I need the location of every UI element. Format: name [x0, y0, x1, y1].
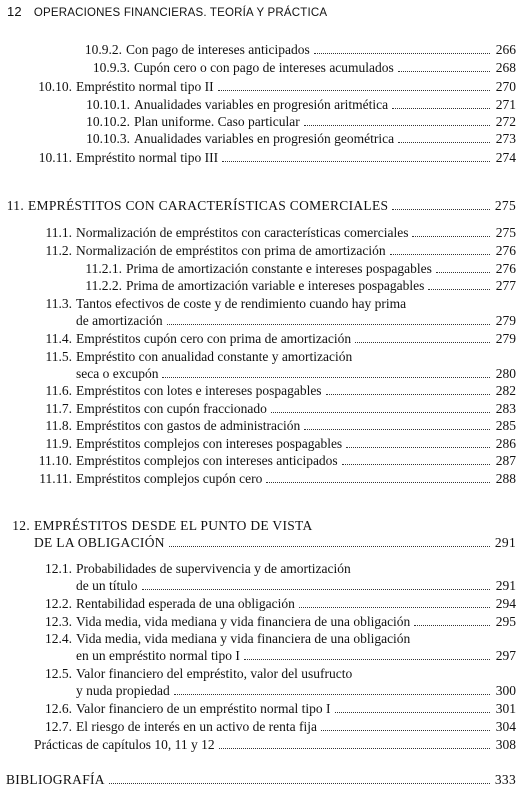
toc-entry-number: 11.11.	[39, 471, 72, 486]
toc-entry-number: 12.7.	[45, 719, 72, 734]
dot-leader	[436, 271, 490, 273]
toc-entry-title: Empréstitos con lotes e intereses pospagables	[76, 383, 322, 398]
dot-leader	[266, 481, 490, 483]
dot-leader	[174, 693, 490, 695]
toc-entry-number: 12.1.	[45, 561, 72, 576]
toc-entry-page: 301	[495, 701, 516, 716]
toc-entry	[32, 453, 516, 469]
toc-entry-title: Normalización de empréstitos con prima de amortización	[76, 243, 386, 258]
toc-entry-page: 282	[495, 383, 516, 398]
toc-entry	[40, 243, 516, 259]
toc-entry-page: 268	[495, 60, 516, 75]
toc-entry-number: 11.6.	[45, 383, 72, 398]
toc-entry	[40, 383, 516, 399]
toc-entry-page: 291	[495, 578, 516, 593]
toc-entry	[76, 42, 516, 58]
dot-leader	[162, 376, 490, 378]
toc-entry-title-cont: de un título	[76, 578, 138, 593]
toc-entry-title-cont: en un empréstito normal tipo I	[76, 648, 240, 663]
toc-entry-title: Plan uniforme. Caso particular	[134, 114, 300, 129]
toc-entry-title: Valor financiero del empréstito, valor del usufructo	[76, 666, 353, 681]
toc-entry-title: Empréstito con anualidad constante y amortización	[76, 349, 353, 364]
toc-entry-page: 300	[495, 683, 516, 698]
toc-entry-page: 275	[494, 198, 516, 213]
toc-entry-page: 273	[495, 131, 516, 146]
toc-entry-number: 10.9.3.	[92, 60, 130, 75]
toc-entry-page: 297	[495, 648, 516, 663]
toc-entry-number: 10.11.	[38, 150, 72, 165]
toc-entry	[6, 198, 516, 214]
toc-entry-page: 276	[495, 243, 516, 258]
toc-entry	[40, 631, 516, 647]
page-number: 12	[7, 4, 22, 19]
toc-entry-title: Cupón cero o con pago de intereses acumulados	[134, 60, 394, 75]
toc-entry-page: 308	[495, 737, 516, 752]
toc-entry	[40, 666, 516, 682]
toc-entry-number: 10.9.2.	[84, 42, 122, 57]
toc-entry-number: 11.8.	[45, 418, 72, 433]
toc-entry-number: 12.3.	[45, 614, 72, 629]
toc-entry-title: Empréstitos cupón cero con prima de amortización	[76, 331, 352, 346]
toc-entry-page: 272	[495, 114, 516, 129]
toc-entry-title: Anualidades variables en progresión geométrica	[134, 131, 395, 146]
dot-leader	[314, 52, 490, 54]
toc-entry-continuation	[76, 683, 516, 699]
toc-entry-page: 294	[495, 596, 516, 611]
toc-entry-title-cont: y nuda propiedad	[76, 683, 170, 698]
toc-entry	[40, 401, 516, 417]
toc-entry-title: EMPRÉSTITOS CON CARACTERÍSTICAS COMERCIALES	[28, 198, 389, 213]
toc-entry-title: Prima de amortización variable e intereses pospagables	[126, 278, 425, 293]
toc-entry-title: Valor financiero de un empréstito normal tipo I	[76, 701, 331, 716]
toc-entry-page: 288	[495, 471, 516, 486]
toc-entry-title: Anualidades variables en progresión aritmética	[134, 97, 389, 112]
toc-entry-page: 279	[495, 313, 516, 328]
toc-entry	[76, 261, 516, 277]
toc-entry-number: 11.3.	[45, 296, 72, 311]
toc-entry-title: El riesgo de interés en un activo de renta fija	[76, 719, 318, 734]
toc-entry-continuation	[76, 366, 516, 382]
toc-entry	[34, 79, 516, 95]
toc-entry-title-cont: seca o excupón	[76, 366, 159, 381]
toc-entry	[40, 561, 516, 577]
toc-entry-number: 11.	[6, 198, 24, 213]
toc-entry-page: 287	[495, 453, 516, 468]
dot-leader	[222, 160, 490, 162]
toc-entry-continuation	[76, 578, 516, 594]
toc-entry-page: 276	[495, 261, 516, 276]
toc-entry-title: Empréstitos complejos con intereses pospagables	[76, 436, 343, 451]
page-header	[7, 4, 327, 20]
toc-entry-number: 12.	[12, 518, 30, 533]
toc-entry-continuation	[76, 313, 516, 329]
toc-entry-title: Vida media, vida mediana y vida financiera de una obligación	[76, 631, 411, 646]
dot-leader	[109, 782, 490, 784]
toc-entry-page: 333	[494, 772, 516, 787]
toc-entry-title: Prima de amortización constante e intereses pospagables	[126, 261, 432, 276]
dot-leader	[219, 747, 490, 749]
dot-leader	[392, 208, 490, 210]
dot-leader	[414, 624, 490, 626]
toc-entry	[76, 131, 516, 147]
toc-entry-page: 275	[495, 225, 516, 240]
dot-leader	[326, 393, 490, 395]
toc-entry-title: Normalización de empréstitos con características comerciales	[76, 225, 409, 240]
toc-entry	[76, 114, 516, 130]
toc-entry	[40, 596, 516, 612]
dot-leader	[392, 107, 490, 109]
toc-entry	[40, 719, 516, 735]
toc-entry-continuation	[76, 648, 516, 664]
toc-entry-page: 291	[494, 535, 516, 550]
toc-entry	[6, 772, 516, 788]
toc-entry-number: 10.10.	[38, 79, 72, 94]
toc-entry	[32, 471, 516, 487]
toc-entry-page: 283	[495, 401, 516, 416]
toc-entry-title: Con pago de intereses anticipados	[126, 42, 310, 57]
dot-leader	[142, 588, 491, 590]
toc-entry	[40, 701, 516, 717]
toc-entry-continuation	[34, 535, 516, 551]
toc-entry-title: Prácticas de capítulos 10, 11 y 12	[34, 737, 215, 752]
toc-entry-page: 295	[495, 614, 516, 629]
toc-entry-page: 279	[495, 331, 516, 346]
toc-entry	[40, 296, 516, 312]
toc-entry	[40, 225, 516, 241]
toc-entry-number: 12.4.	[45, 631, 72, 646]
toc-entry-page: 285	[495, 418, 516, 433]
toc-entry	[34, 150, 516, 166]
running-title: OPERACIONES FINANCIERAS. TEORÍA Y PRÁCTICA	[33, 7, 328, 19]
toc-entry	[40, 614, 516, 630]
dot-leader	[169, 545, 490, 547]
toc-entry-number: 12.5.	[45, 666, 72, 681]
dot-leader	[342, 463, 490, 465]
toc-entry-number: 11.1.	[45, 225, 72, 240]
toc-entry-page: 270	[495, 79, 516, 94]
dot-leader	[304, 124, 490, 126]
toc-entry-title: Empréstito normal tipo III	[76, 150, 219, 165]
toc-entry-number: 12.6.	[45, 701, 72, 716]
toc-entry-title: Empréstitos complejos con intereses anticipados	[76, 453, 338, 468]
dot-leader	[355, 341, 490, 343]
toc-entry-number: 10.10.3.	[86, 131, 130, 146]
toc-entry-title: Tantos efectivos de coste y de rendimiento cuando hay prima	[76, 296, 407, 311]
dot-leader	[299, 606, 490, 608]
dot-leader	[346, 446, 490, 448]
toc-entry	[34, 737, 516, 753]
toc-entry-number: 11.10.	[38, 453, 72, 468]
toc-entry-number: 11.2.1.	[85, 261, 122, 276]
toc-entry-number: 10.10.2.	[86, 114, 130, 129]
toc-entry-number: 11.7.	[45, 401, 72, 416]
toc-entry-number: 11.2.2.	[85, 278, 122, 293]
toc-entry-title: Empréstitos con cupón fraccionado	[76, 401, 267, 416]
dot-leader	[218, 89, 490, 91]
dot-leader	[271, 411, 490, 413]
dot-leader	[398, 70, 490, 72]
dot-leader	[335, 711, 490, 713]
toc-entry-title: Rentabilidad esperada de una obligación	[76, 596, 295, 611]
toc-entry-page: 277	[495, 278, 516, 293]
toc-entry-number: 11.2.	[45, 243, 72, 258]
toc-entry-title-cont: de amortización	[76, 313, 163, 328]
toc-entry-title: EMPRÉSTITOS DESDE EL PUNTO DE VISTA	[34, 518, 313, 533]
toc-entry-title: Probabilidades de supervivencia y de amortización	[76, 561, 351, 576]
toc-entry	[6, 518, 516, 534]
toc-entry-number: 10.10.1.	[86, 97, 130, 112]
toc-entry-number: 11.4.	[45, 331, 72, 346]
toc-entry-page: 274	[495, 150, 516, 165]
toc-entry-number: 11.5.	[45, 349, 72, 364]
toc-entry-title: Empréstito normal tipo II	[76, 79, 214, 94]
toc-entry-page: 280	[495, 366, 516, 381]
toc-entry-page: 304	[495, 719, 516, 734]
dot-leader	[428, 288, 490, 290]
toc-entry-page: 271	[495, 97, 516, 112]
toc-entry-title: Empréstitos complejos cupón cero	[76, 471, 263, 486]
toc-entry	[40, 331, 516, 347]
toc-entry-number: 12.2.	[45, 596, 72, 611]
toc-entry	[40, 418, 516, 434]
toc-entry-page: 286	[495, 436, 516, 451]
toc-entry	[40, 349, 516, 365]
toc-entry	[76, 97, 516, 113]
dot-leader	[390, 253, 490, 255]
toc-entry	[76, 278, 516, 294]
toc-entry-page: 266	[495, 42, 516, 57]
toc-entry	[92, 60, 516, 76]
toc-entry-title: Empréstitos con gastos de administración	[76, 418, 301, 433]
toc-entry-title: BIBLIOGRAFÍA	[6, 772, 105, 787]
dot-leader	[244, 658, 490, 660]
toc-entry-title-cont: DE LA OBLIGACIÓN	[34, 535, 165, 550]
toc-entry-number: 11.9.	[45, 436, 72, 451]
dot-leader	[398, 141, 490, 143]
dot-leader	[167, 323, 490, 325]
dot-leader	[304, 428, 490, 430]
dot-leader	[412, 235, 490, 237]
toc-entry-title: Vida media, vida mediana y vida financiera de una obligación	[76, 614, 411, 629]
dot-leader	[321, 729, 490, 731]
toc-entry	[40, 436, 516, 452]
